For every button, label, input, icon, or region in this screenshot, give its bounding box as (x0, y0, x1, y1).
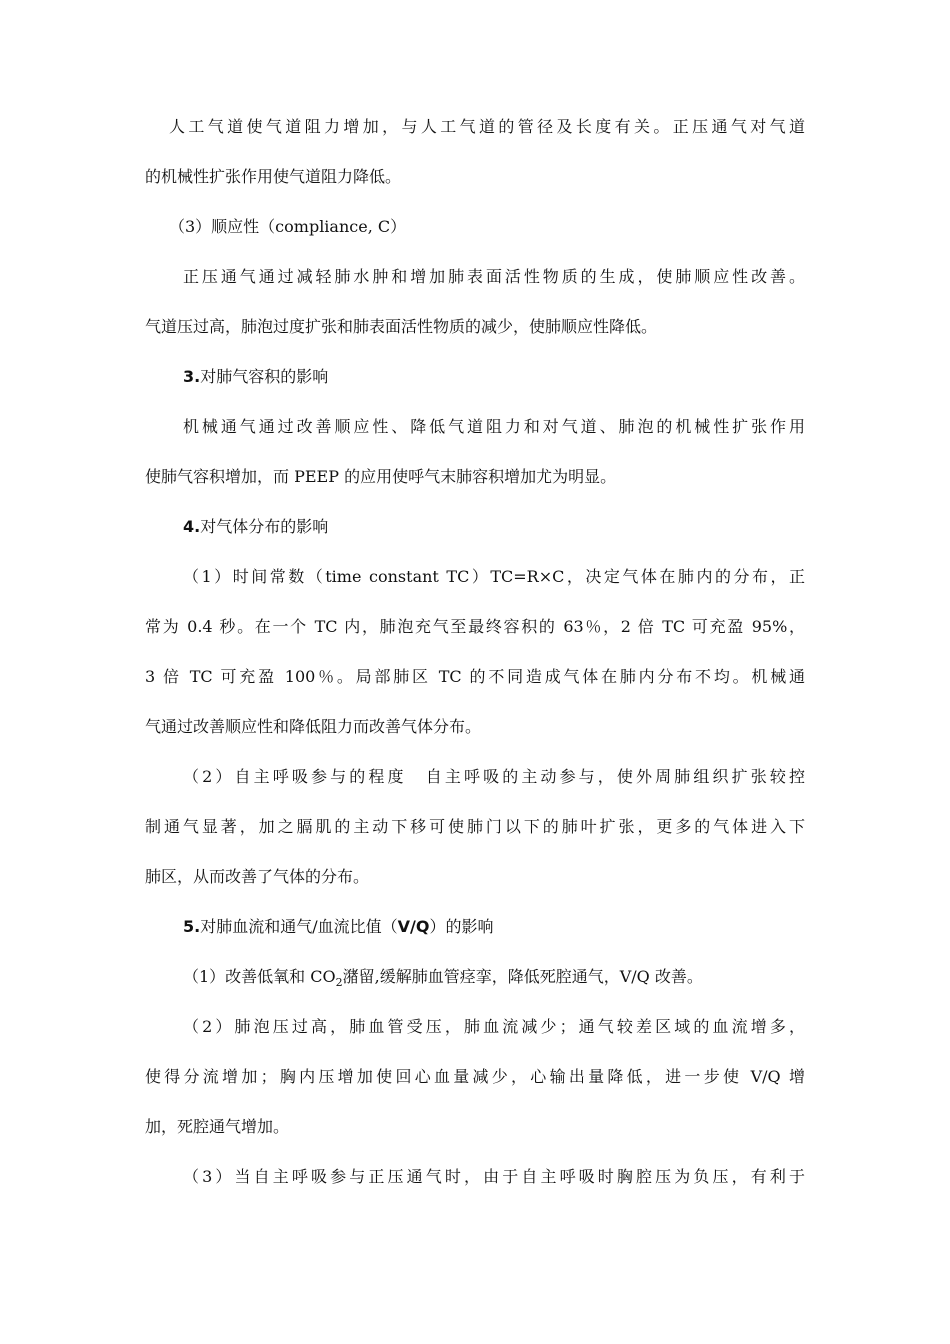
subsection-heading: （3）顺应性（compliance, C） (169, 217, 407, 236)
line-text: 潴留,缓解肺血管痉挛，降低死腔通气，V/Q 改善。 (342, 967, 703, 986)
paragraph-line: 肺区，从而改善了气体的分布。 (145, 867, 370, 886)
section-number: 3. (183, 367, 201, 386)
paragraph-line: 3 倍 TC 可充盈 100％。局部肺区 TC 的不同造成气体在肺内分布不均。机械通 (145, 667, 805, 686)
line-text: （1）改善低氧和 CO (183, 967, 336, 986)
section-title-part: ）的影响 (429, 917, 494, 936)
paragraph-line: （2）自主呼吸参与的程度 自主呼吸的主动参与，使外周肺组织扩张较控 (183, 767, 805, 786)
paragraph-line: 制通气显著，加之膈肌的主动下移可使肺门以下的肺叶扩张，更多的气体进入下 (145, 817, 805, 836)
paragraph-line (145, 967, 805, 1017)
paragraph-line: 气通过改善顺应性和降低阻力而改善气体分布。 (145, 717, 482, 736)
section-title-part: 对肺血流和通气/血流比值（ (200, 917, 398, 936)
paragraph-line: （1）时间常数（time constant TC）TC=R×C，决定气体在肺内的分布，正 (183, 567, 805, 586)
section-title-bold: V/Q (397, 917, 430, 936)
paragraph-line: 使肺气容积增加，而 PEEP 的应用使呼气末肺容积增加尤为明显。 (145, 467, 617, 486)
section-heading (145, 517, 805, 567)
paragraph-line: 气道压过高，肺泡过度扩张和肺表面活性物质的减少，使肺顺应性降低。 (145, 317, 658, 336)
subscript: 2 (335, 976, 343, 989)
paragraph-line: 的机械性扩张作用使气道阻力降低。 (145, 167, 402, 186)
section-number: 5. (183, 917, 201, 936)
section-title: 对气体分布的影响 (200, 517, 329, 536)
paragraph-line: 人工气道使气道阻力增加，与人工气道的管径及长度有关。正压通气对气道 (169, 117, 805, 136)
paragraph-line: 机械通气通过改善顺应性、降低气道阻力和对气道、肺泡的机械性扩张作用 (183, 417, 805, 436)
paragraph-line: 使得分流增加；胸内压增加使回心血量减少，心输出量降低，进一步使 V/Q 增 (145, 1067, 805, 1086)
paragraph-line: （3）当自主呼吸参与正压通气时，由于自主呼吸时胸腔压为负压，有利于 (183, 1167, 805, 1186)
paragraph-line: （2）肺泡压过高，肺血管受压，肺血流减少；通气较差区域的血流增多， (183, 1017, 805, 1036)
paragraph-line: 加，死腔通气增加。 (145, 1117, 290, 1136)
section-heading (145, 917, 805, 967)
section-heading (145, 367, 805, 417)
document-page (145, 117, 805, 1217)
paragraph-line: 常为 0.4 秒。在一个 TC 内，肺泡充气至最终容积的 63％，2 倍 TC 可充盈 95%， (145, 617, 805, 636)
section-title: 对肺气容积的影响 (200, 367, 329, 386)
section-number: 4. (183, 517, 201, 536)
paragraph-line: 正压通气通过减轻肺水肿和增加肺表面活性物质的生成，使肺顺应性改善。 (183, 267, 805, 286)
